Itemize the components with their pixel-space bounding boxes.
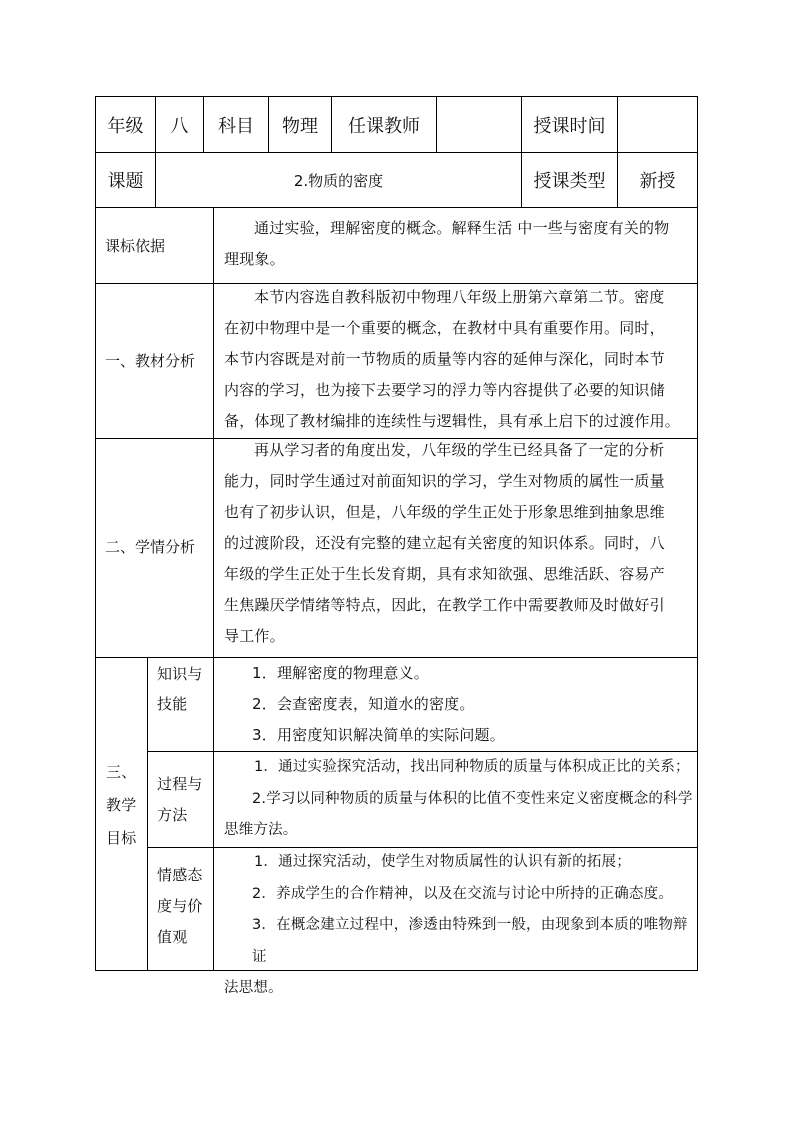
emotion-content-cell [213, 847, 698, 996]
subject-label: 科目 [203, 96, 269, 153]
knowledge-item: 3．用密度知识解决简单的实际问题。 [252, 726, 505, 744]
knowledge-label-cell [147, 657, 214, 752]
knowledge-content-cell [213, 657, 698, 752]
process-label-cell [147, 751, 214, 848]
knowledge-label: 知识与 [157, 665, 203, 683]
learners-line: 生焦躁厌学情绪等特点，因此，在教学工作中需要教师及时做好引 [224, 596, 665, 614]
learners-label: 二、学情分析 [105, 538, 196, 556]
goals-label: 教学 [106, 796, 137, 814]
process-item: 思维方法。 [224, 822, 298, 838]
knowledge-item: 1．理解密度的物理意义。 [252, 664, 429, 682]
type-label: 授课类型 [521, 152, 618, 208]
emotion-label-cell [147, 847, 214, 971]
type-value: 新授 [617, 152, 698, 208]
process-item: 1．通过实验探究活动，找出同种物质的质量与体积成正比的关系； [254, 759, 690, 775]
textbook-line: 内容的学习，也为接下去要学习的浮力等内容提供了必要的知识储 [224, 381, 665, 399]
learners-line: 导工作。 [224, 627, 285, 645]
standard-content-cell [213, 207, 698, 284]
emotion-item: 法思想。 [224, 980, 283, 996]
textbook-content-cell [213, 283, 698, 439]
goals-label: 三、 [106, 763, 137, 781]
grade-label: 年级 [95, 96, 156, 153]
learners-content-cell [213, 438, 698, 658]
learners-line: 的过渡阶段，还没有完整的建立起有关密度的知识体系。同时，八 [224, 534, 665, 552]
teacher-value [436, 96, 522, 153]
subject-value: 物理 [268, 96, 332, 153]
topic-label: 课题 [95, 152, 156, 208]
learners-line: 能力，同时学生通过对前面知识的学习，学生对物质的属性一质量 [224, 472, 665, 490]
learners-line: 也有了初步认识，但是，八年级的学生正处于形象思维到抽象思维 [224, 503, 665, 521]
textbook-label: 一、教材分析 [105, 352, 196, 370]
topic-value: 2.物质的密度 [155, 152, 522, 208]
knowledge-label: 技能 [157, 695, 188, 713]
learners-label-cell [95, 438, 214, 658]
knowledge-item: 2．会查密度表，知道水的密度。 [252, 695, 475, 713]
standard-label: 课标依据 [105, 237, 166, 255]
textbook-line: 本节内容选自教科版初中物理八年级上册第六章第二节。密度 [254, 288, 665, 306]
emotion-item: 2．养成学生的合作精神，以及在交流与讨论中所持的正确态度。 [252, 885, 674, 902]
textbook-line: 备，体现了教材编排的连续性与逻辑性，具有承上启下的过渡作用。 [224, 412, 681, 430]
textbook-line: 在初中物理中是一个重要的概念，在教材中具有重要作用。同时， [224, 319, 665, 337]
teacher-label: 任课教师 [331, 96, 437, 153]
process-content-cell [213, 751, 698, 848]
emotion-label: 度与价 [157, 897, 203, 915]
emotion-label: 值观 [157, 928, 188, 946]
emotion-item: 3．在概念建立过程中，渗透由特殊到一般，由现象到本质的唯物辩证 [252, 917, 688, 965]
time-value [617, 96, 698, 153]
process-label: 方法 [157, 806, 188, 824]
emotion-item: 1．通过探究活动，使学生对物质属性的认识有新的拓展； [254, 854, 631, 870]
time-label: 授课时间 [521, 96, 618, 153]
process-label: 过程与 [157, 775, 203, 793]
goals-label: 目标 [106, 829, 137, 847]
goals-label-cell [95, 657, 148, 971]
lesson-plan-table [95, 96, 698, 996]
learners-line: 再从学习者的角度出发，八年级的学生已经具备了一定的分析 [254, 441, 665, 459]
process-item: 2.学习以同种物质的质量与体积的比值不变性来定义密度概念的科学 [252, 790, 693, 807]
grade-value: 八 [155, 96, 204, 153]
textbook-label-cell [95, 283, 214, 439]
standard-line: 通过实验，理解密度的概念。解释生活 中一些与密度有关的物 [254, 219, 670, 237]
emotion-label: 情感态 [157, 866, 203, 884]
learners-line: 年级的学生正处于生长发育期，具有求知欲强、思维活跃、容易产 [224, 565, 665, 583]
standard-line: 理现象。 [224, 250, 285, 268]
textbook-line: 本节内容既是对前一节物质的质量等内容的延伸与深化，同时本节 [224, 350, 665, 368]
standard-label-cell [95, 207, 214, 284]
